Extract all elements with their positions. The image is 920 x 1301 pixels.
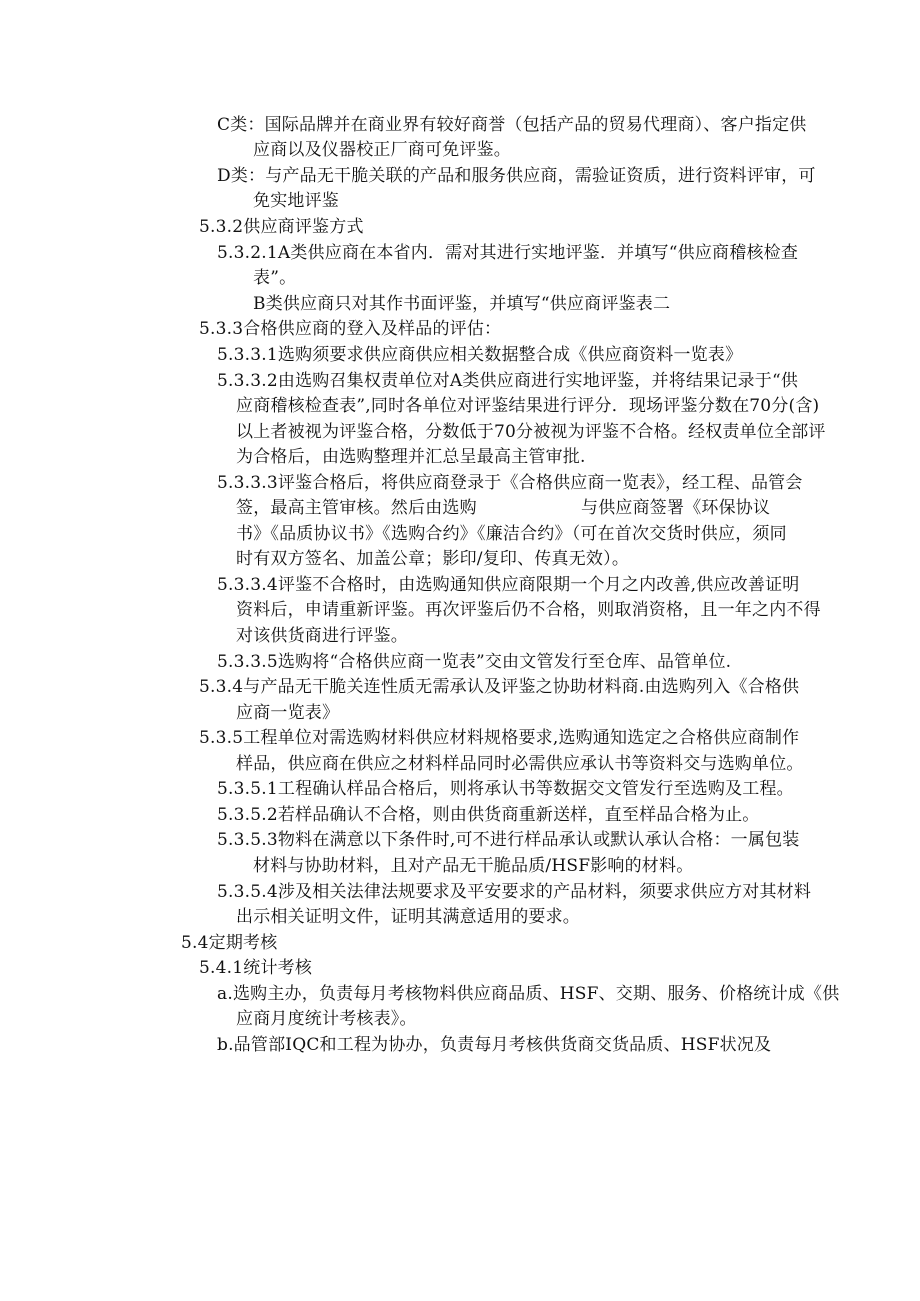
text-line: 时有双方签名、加盖公章；影印/复印、传真无效）。 xyxy=(236,549,630,569)
text-line: 以上者被视为评鉴合格，分数低于70分被视为评鉴不合格。经权责单位全部评 xyxy=(236,422,826,442)
text-line: 签，最高主管审核。然后由选购 xyxy=(236,498,477,518)
text-line: 材料与协助材料，且对产品无干脆品质/HSF影响的材料。 xyxy=(253,856,694,876)
section-heading: 5.3.2供应商评鉴方式 xyxy=(199,217,364,237)
text-line: D类：与产品无干脆关联的产品和服务供应商，需验证资质，进行资料评审，可 xyxy=(217,166,816,186)
text-line: 5.3.5.2若样品确认不合格，则由供货商重新送样，直至样品合格为止。 xyxy=(217,805,760,825)
text-line: 5.3.2.1A类供应商在本省内．需对其进行实地评鉴．并填写“供应商稽核检查 xyxy=(217,243,799,263)
text-line: 对该供货商进行评鉴。 xyxy=(236,626,408,646)
text-line: 应商月度统计考核表》。 xyxy=(236,1009,417,1029)
section-heading: 5.3.3合格供应商的登入及样品的评估： xyxy=(199,319,502,339)
text-line: 为合格后，由选购整理并汇总呈最高主管审批. xyxy=(236,447,586,467)
section-heading: 5.4定期考核 xyxy=(181,933,278,953)
text-line: 免实地评鉴 xyxy=(253,191,339,211)
text-line: 5.3.3.4评鉴不合格时，由选购通知供应商限期一个月之内改善,供应改善证明 xyxy=(217,575,800,595)
text-line: 5.3.5.3物料在满意以下条件时,可不进行样品承认或默认承认合格：一属包装 xyxy=(217,830,800,850)
text-line: 应商一览表》 xyxy=(236,703,340,723)
text-line: 5.3.5.1工程确认样品合格后，则将承认书等数据交文管发行至选购及工程。 xyxy=(217,779,794,799)
text-line: b.品管部IQC和工程为协办，负责每月考核供货商交货品质、HSF状况及 xyxy=(217,1035,772,1055)
text-line: 5.3.3.2由选购召集权责单位对A类供应商进行实地评鉴，并将结果记录于“供 xyxy=(217,371,799,391)
text-line: 样品，供应商在供应之材料样品同时必需供应承认书等资料交与选购单位。 xyxy=(236,754,804,774)
text-line: 表”。 xyxy=(253,268,297,288)
text-line: 5.3.4与产品无干脆关连性质无需承认及评鉴之协助材料商.由选购列入《合格供 xyxy=(199,677,800,697)
text-line: 应商稽核检查表”,同时各单位对评鉴结果进行评分．现场评鉴分数在70分(含) xyxy=(236,396,820,416)
text-line: 5.3.3.1选购须要求供应商供应相关数据整合成《供应商资料一览表》 xyxy=(217,345,743,365)
text-line: 5.3.5.4涉及相关法律法规要求及平安要求的产品材料，须要求供应方对其材料 xyxy=(217,882,812,902)
text-line: 5.3.3.3评鉴合格后，将供应商登录于《合格供应商一览表》，经工程、品管会 xyxy=(217,473,803,493)
section-heading: 5.4.1统计考核 xyxy=(199,958,313,978)
text-line: 资料后，申请重新评鉴。再次评鉴后仍不合格，则取消资格，且一年之内不得 xyxy=(236,600,821,620)
text-line: 5.3.5工程单位对需选购材料供应材料规格要求,选购通知选定之合格供应商制作 xyxy=(199,728,800,748)
text-line: 出示相关证明文件，证明其满意适用的要求。 xyxy=(236,907,580,927)
text-line: 书》《品质协议书》《选购合约》《廉洁合约》（可在首次交货时供应，须同 xyxy=(236,524,787,544)
text-line: 与供应商签署《环保协议 xyxy=(581,498,771,518)
text-line: C类：国际品牌并在商业界有较好商誉（包括产品的贸易代理商）、客户指定供 xyxy=(217,115,807,135)
text-line: 应商以及仪器校正厂商可免评鉴。 xyxy=(253,140,511,160)
text-line: 5.3.3.5选购将“合格供应商一览表”交由文管发行至仓库、品管单位. xyxy=(217,652,732,672)
text-line: a.选购主办，负责每月考核物料供应商品质、HSF、交期、服务、价格统计成《供 xyxy=(217,984,840,1004)
text-line: B类供应商只对其作书面评鉴，并填写“供应商评鉴表二 xyxy=(253,294,671,314)
